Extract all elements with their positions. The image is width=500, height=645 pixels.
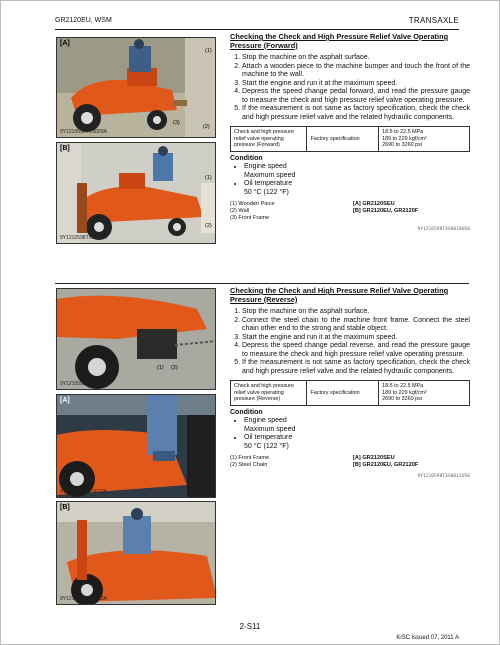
steps-list — [230, 54, 470, 122]
condition-heading: Condition — [230, 408, 263, 416]
step-item: 2. Attach a wooden piece to the machine bumper and touch the front of the machine to the wall. — [242, 63, 470, 80]
header-section: TRANSAXLE — [408, 16, 459, 25]
legend-item: (3) Front Frame — [230, 215, 270, 221]
legend-item: (2) Wall — [230, 208, 250, 214]
callout-3: (3) — [173, 120, 180, 126]
condition-name: • Oil temperature — [244, 434, 470, 443]
spec-value: 18.5 to 22.5 MPa — [382, 383, 424, 389]
section-divider — [55, 283, 469, 284]
callout-2: (2) — [171, 365, 178, 371]
step-item: 3. Start the engine and run it at the maximum speed. — [242, 80, 470, 89]
spec-label: Factory specification — [307, 127, 379, 152]
section-title: Checking the Check and High Pressure Relief Valve Operating Pressure (Forward) — [230, 32, 449, 50]
condition-value: Maximum speed — [244, 171, 296, 179]
section-title: Checking the Check and High Pressure Relief Valve Operating Pressure (Reverse) — [230, 286, 449, 304]
step-item: 4. Depress the speed change pedal forward, and read the pressure gauge to measure the check and high pressure relief valve operating pressure. — [242, 88, 470, 105]
legend — [230, 201, 470, 222]
spec-value: 189 to 229 kgf/cm² — [382, 389, 427, 396]
step-item: 1. Stop the machine on the asphalt surfaoe. — [242, 54, 470, 63]
section-forward — [230, 32, 470, 235]
step-item: 4. Depress the speed change pedal reverse, and read the pressure gauge to measure the check and high pressure relief valve operating pressure. — [242, 342, 470, 359]
photo-operator-pedal-a — [56, 394, 216, 498]
callout-1: (1) — [205, 175, 212, 181]
photo-label: [B] — [60, 145, 70, 152]
photo-tractor-wall-a — [56, 37, 216, 138]
spec-value: 2690 to 3260 psi — [382, 142, 423, 148]
photo-code: 9Y1210598TXS013A — [60, 489, 107, 495]
condition-value: 50 °C (122 °F) — [244, 188, 289, 196]
photo-operator-pedal-b — [56, 501, 216, 605]
spec-item: Check and high pressure relief valve operating pressure (Forward) — [231, 127, 307, 152]
steps-list — [230, 308, 470, 376]
header-model: GR2120EU, WSM — [55, 17, 112, 24]
legend-model: [A] GR2120SEU — [353, 455, 395, 461]
callout-2: (2) — [205, 223, 212, 229]
photo-code: 9Y1210598TXS012A — [60, 596, 107, 602]
condition-value: 50 °C (122 °F) — [244, 442, 289, 450]
photo-label: [A] — [60, 397, 70, 404]
photo-label: [A] — [60, 40, 70, 47]
legend-model: [B] GR2120EU, GR2120F — [353, 462, 419, 468]
step-item: 2. Connect the steel chain to the machine front frame. Connect the steel chain other end to the strong and stable object. — [242, 317, 470, 334]
photo-tractor-chain — [56, 288, 216, 390]
legend-model — [353, 215, 470, 222]
step-item: 3. Start the engine and run it at the maximum speed. — [242, 334, 470, 343]
condition-list — [230, 434, 470, 443]
spec-table — [230, 126, 470, 152]
step-item: 5. If the measurement is not same as factory specification, check the check and high pressure relief valve and the related hydraulic components. — [242, 359, 470, 376]
legend-item: (1) Front Frame — [230, 455, 270, 461]
condition-value: Maximum speed — [244, 425, 296, 433]
condition-heading: Condition — [230, 154, 263, 162]
spec-value: 2690 to 3260 psi — [382, 396, 423, 402]
legend-model: [A] GR2120SEU — [353, 201, 395, 207]
photo-code: 9Y1210598TXS011A — [60, 381, 107, 387]
condition-name: • Oil temperature — [244, 180, 470, 189]
photo-code: 9Y1210598TXS010A — [60, 235, 107, 241]
legend — [230, 455, 470, 469]
photo-label: [B] — [60, 504, 70, 511]
step-item: 5. If the measurement is not same as factory specification, check the check and high pressure relief valve and the related hydraulic components. — [242, 105, 470, 122]
spec-values — [379, 127, 470, 152]
spec-value: 18.5 to 22.5 MPa — [382, 129, 424, 135]
condition-list — [230, 163, 470, 172]
callout-1: (1) — [205, 48, 212, 54]
spec-item: Check and high pressure relief valve operating pressure (Reverse) — [231, 381, 307, 406]
condition-list — [230, 180, 470, 189]
condition-list — [230, 417, 470, 426]
photo-code: 9Y1210598TXS009A — [60, 129, 107, 135]
spec-table — [230, 380, 470, 406]
photo-tractor-wall-b — [56, 142, 216, 244]
section-code: 9Y1210598TXS0011US0 — [417, 474, 470, 479]
legend-item: (2) Steel Chain — [230, 462, 268, 468]
issue-note: KiSC issued 07, 2011 A — [396, 635, 459, 641]
condition-name: • Engine speed — [244, 417, 470, 426]
header-rule — [55, 29, 459, 30]
section-code: 9Y1210598TXS0010US0 — [417, 227, 470, 232]
spec-value: 189 to 229 kgf/cm² — [382, 135, 427, 142]
page-number: 2-S11 — [239, 622, 261, 631]
callout-2: (2) — [203, 124, 210, 130]
spec-label: Factory specification — [307, 381, 379, 406]
spec-values — [379, 381, 470, 406]
section-reverse — [230, 286, 470, 482]
step-item: 1. Stop the machine on the asphalt surface. — [242, 308, 470, 317]
callout-1: (1) — [157, 365, 164, 371]
legend-model: [B] GR2120EU, GR2120F — [353, 208, 419, 214]
legend-item: (1) Wooden Piece — [230, 201, 275, 207]
condition-name: • Engine speed — [244, 163, 470, 172]
